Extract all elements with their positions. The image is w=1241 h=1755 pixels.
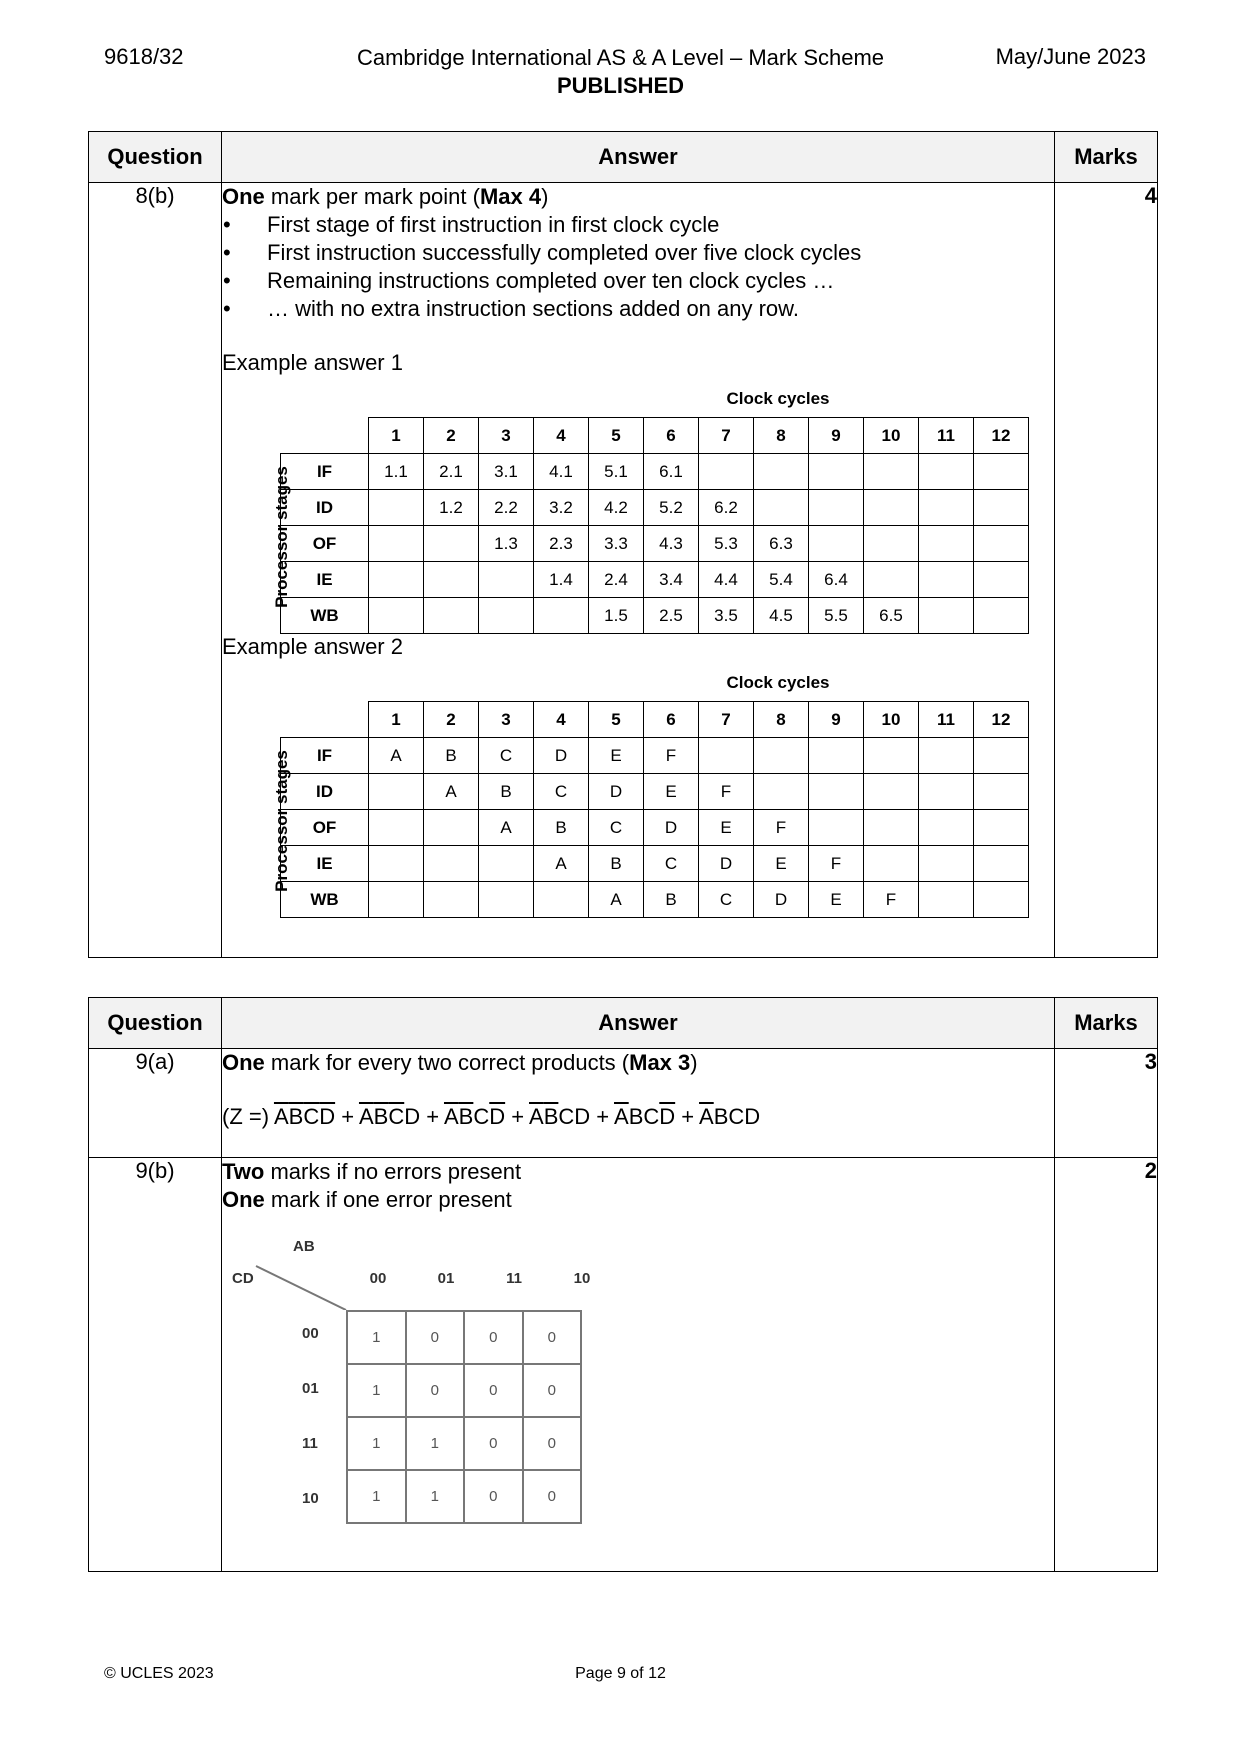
copyright: © UCLES 2023 xyxy=(104,1665,214,1682)
instruction-text: mark per mark point ( xyxy=(264,184,480,209)
pipeline-cell: B xyxy=(479,774,534,810)
product-term xyxy=(359,1104,420,1129)
cycle-number: 3 xyxy=(479,702,534,738)
pipeline-cell xyxy=(809,738,864,774)
pipeline-cell: F xyxy=(864,882,919,918)
literal: B xyxy=(713,1104,729,1129)
published-label: PUBLISHED xyxy=(556,73,685,98)
literal: $\overline{D}$ xyxy=(489,1104,506,1129)
pipeline-diagram-1 xyxy=(222,377,1054,627)
pipeline-cell xyxy=(534,598,589,634)
cycle-number: 3 xyxy=(479,418,534,454)
pipeline-cell xyxy=(424,846,479,882)
pipeline-cell: 2.2 xyxy=(479,490,534,526)
pipeline-cell xyxy=(809,490,864,526)
product-term xyxy=(529,1104,590,1129)
pipeline-cell xyxy=(479,598,534,634)
stage-label: OF xyxy=(281,810,369,846)
karnaugh-map xyxy=(222,1226,591,1526)
pipeline-cell: E xyxy=(589,738,644,774)
pipeline-cell xyxy=(919,774,974,810)
ab-label: AB xyxy=(293,1238,315,1255)
pipeline-cell xyxy=(809,526,864,562)
pipeline-cell: F xyxy=(809,846,864,882)
cycle-number: 7 xyxy=(699,418,754,454)
literal: $\overline{D}$ xyxy=(319,1104,336,1129)
title-text: Cambridge International AS & A Level – Mark Scheme xyxy=(356,45,885,70)
pipeline-cell xyxy=(534,882,589,918)
pipeline-cell: A xyxy=(424,774,479,810)
list-item: • … with no extra instruction sections added on any row. xyxy=(222,295,1054,323)
literal: C xyxy=(643,1104,660,1129)
pipeline-cell: 3.3 xyxy=(589,526,644,562)
pipeline-cell: A xyxy=(534,846,589,882)
pipeline-cell xyxy=(424,810,479,846)
pipeline-cell: 3.1 xyxy=(479,454,534,490)
pipeline-cell: 2.1 xyxy=(424,454,479,490)
pipeline-cell xyxy=(754,490,809,526)
cycle-number: 9 xyxy=(809,418,864,454)
pipeline-cell xyxy=(974,738,1029,774)
pipeline-cell xyxy=(974,562,1029,598)
literal: D xyxy=(574,1104,591,1129)
pipeline-cell: 4.1 xyxy=(534,454,589,490)
pipeline-cell: C xyxy=(534,774,589,810)
plus-operator: + xyxy=(505,1104,529,1129)
pipeline-cell: 2.4 xyxy=(589,562,644,598)
table-row xyxy=(89,1158,1158,1572)
table-row xyxy=(89,183,1158,958)
marks-value: 4 xyxy=(1055,183,1158,958)
table-row xyxy=(281,774,1029,810)
table-row xyxy=(281,882,1029,918)
kmap-cell: 0 xyxy=(464,1311,523,1364)
list-item: • First instruction successfully completed over five clock cycles xyxy=(222,239,1054,267)
pipeline-cell xyxy=(479,882,534,918)
pipeline-cell xyxy=(479,562,534,598)
pipeline-cell: E xyxy=(644,774,699,810)
pipeline-cell xyxy=(809,810,864,846)
pipeline-cell: 3.2 xyxy=(534,490,589,526)
marks-value: 2 xyxy=(1055,1158,1158,1572)
cycle-number: 1 xyxy=(369,702,424,738)
pipeline-cell: A xyxy=(479,810,534,846)
pipeline-cell: D xyxy=(644,810,699,846)
pipeline-diagram-2 xyxy=(222,661,1054,911)
kmap-cell: 0 xyxy=(523,1417,582,1470)
pipeline-cell xyxy=(919,882,974,918)
pipeline-cell xyxy=(369,562,424,598)
pipeline-cell: 5.2 xyxy=(644,490,699,526)
literal: $\overline{A}$ xyxy=(614,1104,629,1129)
table-row xyxy=(281,598,1029,634)
pipeline-cell: D xyxy=(534,738,589,774)
kmap-row-label: 01 xyxy=(302,1380,319,1397)
pipeline-cell xyxy=(369,846,424,882)
pipeline-cell: 4.5 xyxy=(754,598,809,634)
literal: $\overline{A}$ xyxy=(273,1104,289,1129)
cycle-number: 1 xyxy=(369,418,424,454)
stage-label: ID xyxy=(281,774,369,810)
mark-instruction xyxy=(222,1049,1054,1077)
pipeline-cell: C xyxy=(644,846,699,882)
list-item: • First stage of first instruction in first clock cycle xyxy=(222,211,1054,239)
marks-header: Marks xyxy=(1055,132,1158,183)
product-term xyxy=(699,1104,760,1129)
kmap-col-label: 10 xyxy=(573,1270,591,1287)
cycle-header-row xyxy=(281,418,1029,454)
kmap-diagonal xyxy=(222,1226,352,1310)
kmap-row-label: 11 xyxy=(302,1435,318,1452)
pipeline-cell: 5.3 xyxy=(699,526,754,562)
literal: $\overline{B}$ xyxy=(543,1104,559,1129)
answer-cell xyxy=(222,183,1055,958)
cycle-number: 10 xyxy=(864,418,919,454)
kmap-cell: 1 xyxy=(347,1470,406,1523)
pipeline-cell: A xyxy=(369,738,424,774)
pipeline-cell xyxy=(754,774,809,810)
corner-cell xyxy=(281,418,369,454)
pipeline-cell xyxy=(919,846,974,882)
exam-session: May/June 2023 xyxy=(995,44,1146,69)
boolean-expression xyxy=(222,1103,1054,1131)
pipeline-cell: F xyxy=(699,774,754,810)
cycle-number: 7 xyxy=(699,702,754,738)
answer-cell xyxy=(222,1158,1055,1572)
instruction-text: marks if no errors present xyxy=(264,1159,522,1184)
kmap-row-label: 10 xyxy=(302,1490,319,1507)
pipeline-cell: C xyxy=(589,810,644,846)
pipeline-cell: 6.3 xyxy=(754,526,809,562)
kmap-cell: 0 xyxy=(406,1311,465,1364)
pipeline-cell xyxy=(424,882,479,918)
pipeline-cell: 5.5 xyxy=(809,598,864,634)
cycle-number: 5 xyxy=(589,702,644,738)
product-term xyxy=(614,1104,675,1129)
pipeline-cell xyxy=(974,882,1029,918)
literal: C xyxy=(728,1104,745,1129)
kmap-cell: 0 xyxy=(464,1470,523,1523)
pipeline-cell: 1.1 xyxy=(369,454,424,490)
pipeline-cell: 2.3 xyxy=(534,526,589,562)
pipeline-cell: 1.4 xyxy=(534,562,589,598)
pipeline-cell: 2.5 xyxy=(644,598,699,634)
pipeline-cell xyxy=(424,526,479,562)
product-term xyxy=(444,1104,505,1129)
corner-cell xyxy=(281,702,369,738)
table-row xyxy=(281,454,1029,490)
cycle-number: 2 xyxy=(424,702,479,738)
cycle-header-row xyxy=(281,702,1029,738)
pipeline-cell: 4.2 xyxy=(589,490,644,526)
instruction-bold: One xyxy=(222,1187,265,1212)
plus-operator: + xyxy=(675,1104,700,1129)
literal: $\overline{A}$ xyxy=(443,1104,459,1129)
pipeline-cell xyxy=(424,562,479,598)
pipeline-cell: B xyxy=(534,810,589,846)
cycle-number: 8 xyxy=(754,418,809,454)
question-header: Question xyxy=(89,998,222,1049)
pipeline-cell: E xyxy=(809,882,864,918)
pipeline-cell: D xyxy=(754,882,809,918)
kmap-cell: 1 xyxy=(406,1470,465,1523)
cycle-number: 4 xyxy=(534,418,589,454)
cycle-number: 11 xyxy=(919,702,974,738)
answer-header: Answer xyxy=(222,132,1055,183)
mark-instruction xyxy=(222,183,1054,211)
marks-value: 3 xyxy=(1055,1049,1158,1158)
table-row xyxy=(89,1049,1158,1158)
question-header: Question xyxy=(89,132,222,183)
kmap-cell: 1 xyxy=(347,1364,406,1417)
pipeline-cell xyxy=(369,490,424,526)
answer-cell xyxy=(222,1049,1055,1158)
kmap-cell: 0 xyxy=(464,1364,523,1417)
mark-scheme-table-9 xyxy=(88,997,1158,1572)
literal: $\overline{A}$ xyxy=(529,1104,544,1129)
pipeline-cell xyxy=(974,810,1029,846)
cycle-number: 6 xyxy=(644,418,699,454)
mark-instruction xyxy=(222,1158,1054,1186)
stage-label: ID xyxy=(281,490,369,526)
pipeline-cell xyxy=(369,774,424,810)
literal: $\overline{A}$ xyxy=(358,1104,374,1129)
pipeline-cell: F xyxy=(644,738,699,774)
pipeline-cell xyxy=(919,490,974,526)
instruction-max: Max 4 xyxy=(479,184,542,209)
table-header-row xyxy=(89,132,1158,183)
pipeline-cell xyxy=(974,526,1029,562)
cycle-number: 9 xyxy=(809,702,864,738)
instruction-end: ) xyxy=(541,184,549,209)
pipeline-cell xyxy=(369,526,424,562)
pipeline-cell xyxy=(974,774,1029,810)
literal: $\overline{D}$ xyxy=(659,1104,676,1129)
pipeline-cell xyxy=(809,774,864,810)
kmap-cell: 0 xyxy=(523,1364,582,1417)
mark-scheme-table-8b xyxy=(88,131,1158,958)
pipeline-cell xyxy=(919,526,974,562)
instruction-text: mark for every two correct products ( xyxy=(264,1050,630,1075)
pipeline-cell: 3.5 xyxy=(699,598,754,634)
mark-instruction xyxy=(222,1186,1054,1214)
pipeline-cell: E xyxy=(754,846,809,882)
pipeline-cell xyxy=(864,774,919,810)
pipeline-cell: 1.5 xyxy=(589,598,644,634)
pipeline-cell: B xyxy=(424,738,479,774)
list-item: • Remaining instructions completed over ten clock cycles … xyxy=(222,267,1054,295)
pipeline-cell xyxy=(974,490,1029,526)
literal: $\overline{B}$ xyxy=(458,1104,474,1129)
kmap-cell: 1 xyxy=(406,1417,465,1470)
kmap-col-label: 11 xyxy=(506,1270,522,1287)
kmap-cell: 1 xyxy=(347,1311,406,1364)
pipeline-cell: 6.5 xyxy=(864,598,919,634)
table-row xyxy=(281,810,1029,846)
kmap-cell: 0 xyxy=(523,1470,582,1523)
plus-operator: + xyxy=(420,1104,444,1129)
pipeline-cell: 3.4 xyxy=(644,562,699,598)
literal: $\overline{C}$ xyxy=(388,1104,405,1129)
pipeline-cell xyxy=(919,562,974,598)
question-number: 8(b) xyxy=(89,183,222,958)
literal: C xyxy=(558,1104,575,1129)
pipeline-cell xyxy=(974,846,1029,882)
stage-label: IF xyxy=(281,454,369,490)
pipeline-cell: E xyxy=(699,810,754,846)
instruction-bold: One xyxy=(222,1050,265,1075)
pipeline-cell xyxy=(754,738,809,774)
cycle-number: 4 xyxy=(534,702,589,738)
literal: C xyxy=(473,1104,490,1129)
pipeline-cell xyxy=(369,598,424,634)
pipeline-cell xyxy=(974,454,1029,490)
table-row xyxy=(281,526,1029,562)
pipeline-cell: 6.4 xyxy=(809,562,864,598)
kmap-col-label: 01 xyxy=(437,1270,455,1287)
question-number: 9(b) xyxy=(89,1158,222,1572)
table-row xyxy=(281,490,1029,526)
stage-label: IE xyxy=(281,846,369,882)
document-title xyxy=(280,44,961,100)
pipeline-cell xyxy=(699,738,754,774)
pipeline-cell: B xyxy=(589,846,644,882)
stage-label: WB xyxy=(281,598,369,634)
mark-points-list xyxy=(222,211,1054,323)
stage-label: OF xyxy=(281,526,369,562)
kmap-cell: 0 xyxy=(523,1311,582,1364)
pipeline-cell xyxy=(919,810,974,846)
pipeline-cell xyxy=(919,598,974,634)
processor-stages-label: Processor stages xyxy=(272,466,291,608)
pipeline-cell: 5.4 xyxy=(754,562,809,598)
literal: D xyxy=(404,1104,421,1129)
cycle-number: 2 xyxy=(424,418,479,454)
pipeline-cell xyxy=(699,454,754,490)
cd-label: CD xyxy=(232,1270,254,1287)
pipeline-cell xyxy=(864,846,919,882)
pipeline-cell xyxy=(974,598,1029,634)
literal: $\overline{B}$ xyxy=(373,1104,389,1129)
instruction-text: mark if one error present xyxy=(264,1187,512,1212)
cycle-number: 6 xyxy=(644,702,699,738)
pipeline-cell: B xyxy=(644,882,699,918)
pipeline-cell xyxy=(424,598,479,634)
table-header-row xyxy=(89,998,1158,1049)
pipeline-cell xyxy=(919,454,974,490)
product-term xyxy=(274,1104,335,1129)
pipeline-cell: 4.3 xyxy=(644,526,699,562)
pipeline-cell: 5.1 xyxy=(589,454,644,490)
pipeline-table xyxy=(280,417,1029,634)
cycle-number: 12 xyxy=(974,418,1029,454)
pipeline-cell xyxy=(864,526,919,562)
question-number: 9(a) xyxy=(89,1049,222,1158)
instruction-bold: One xyxy=(222,184,265,209)
stage-label: WB xyxy=(281,882,369,918)
example-1-title: Example answer 1 xyxy=(222,350,403,375)
stage-label: IF xyxy=(281,738,369,774)
literal: $\overline{C}$ xyxy=(303,1104,320,1129)
pipeline-cell xyxy=(864,490,919,526)
pipeline-cell: 6.2 xyxy=(699,490,754,526)
plus-operator: + xyxy=(335,1104,359,1129)
clock-cycles-label: Clock cycles xyxy=(726,389,830,408)
answer-header: Answer xyxy=(222,998,1055,1049)
pipeline-table xyxy=(280,701,1029,918)
cycle-number: 12 xyxy=(974,702,1029,738)
processor-stages-label: Processor stages xyxy=(272,750,291,892)
stage-label: IE xyxy=(281,562,369,598)
cycle-number: 5 xyxy=(589,418,644,454)
cycle-number: 11 xyxy=(919,418,974,454)
cycle-number: 8 xyxy=(754,702,809,738)
literal: D xyxy=(744,1104,761,1129)
table-row xyxy=(281,738,1029,774)
kmap-col-label: 00 xyxy=(369,1270,387,1287)
kmap-cell: 0 xyxy=(406,1364,465,1417)
plus-operator: + xyxy=(590,1104,615,1129)
pipeline-cell xyxy=(864,810,919,846)
page-number: Page 9 of 12 xyxy=(575,1665,666,1682)
pipeline-cell: 1.3 xyxy=(479,526,534,562)
clock-cycles-label: Clock cycles xyxy=(726,673,830,692)
instruction-bold: Two xyxy=(222,1159,265,1184)
pipeline-cell xyxy=(479,846,534,882)
pipeline-cell: F xyxy=(754,810,809,846)
literal: B xyxy=(628,1104,644,1129)
example-2-title: Example answer 2 xyxy=(222,634,403,659)
pipeline-cell: C xyxy=(479,738,534,774)
table-row xyxy=(281,846,1029,882)
marks-header: Marks xyxy=(1055,998,1158,1049)
kmap-cell: 0 xyxy=(464,1417,523,1470)
pipeline-cell: 4.4 xyxy=(699,562,754,598)
pipeline-cell: C xyxy=(699,882,754,918)
pipeline-cell xyxy=(754,454,809,490)
pipeline-cell xyxy=(864,738,919,774)
pipeline-cell xyxy=(919,738,974,774)
pipeline-cell: 1.2 xyxy=(424,490,479,526)
pipeline-cell: A xyxy=(589,882,644,918)
pipeline-cell xyxy=(369,810,424,846)
table-row xyxy=(281,562,1029,598)
pipeline-cell: D xyxy=(589,774,644,810)
instruction-end: ) xyxy=(690,1050,698,1075)
pipeline-cell xyxy=(809,454,864,490)
kmap-grid xyxy=(346,1310,582,1524)
pipeline-cell: 6.1 xyxy=(644,454,699,490)
pipeline-cell: D xyxy=(699,846,754,882)
instruction-max: Max 3 xyxy=(629,1050,691,1075)
literal: $\overline{A}$ xyxy=(699,1104,714,1129)
literal: $\overline{B}$ xyxy=(288,1104,304,1129)
kmap-cell: 1 xyxy=(347,1417,406,1470)
paper-code: 9618/32 xyxy=(104,44,184,69)
cycle-number: 10 xyxy=(864,702,919,738)
kmap-row-label: 00 xyxy=(302,1325,319,1342)
pipeline-cell xyxy=(864,562,919,598)
pipeline-cell xyxy=(369,882,424,918)
pipeline-cell xyxy=(864,454,919,490)
expression-prefix: (Z =) xyxy=(222,1104,274,1129)
